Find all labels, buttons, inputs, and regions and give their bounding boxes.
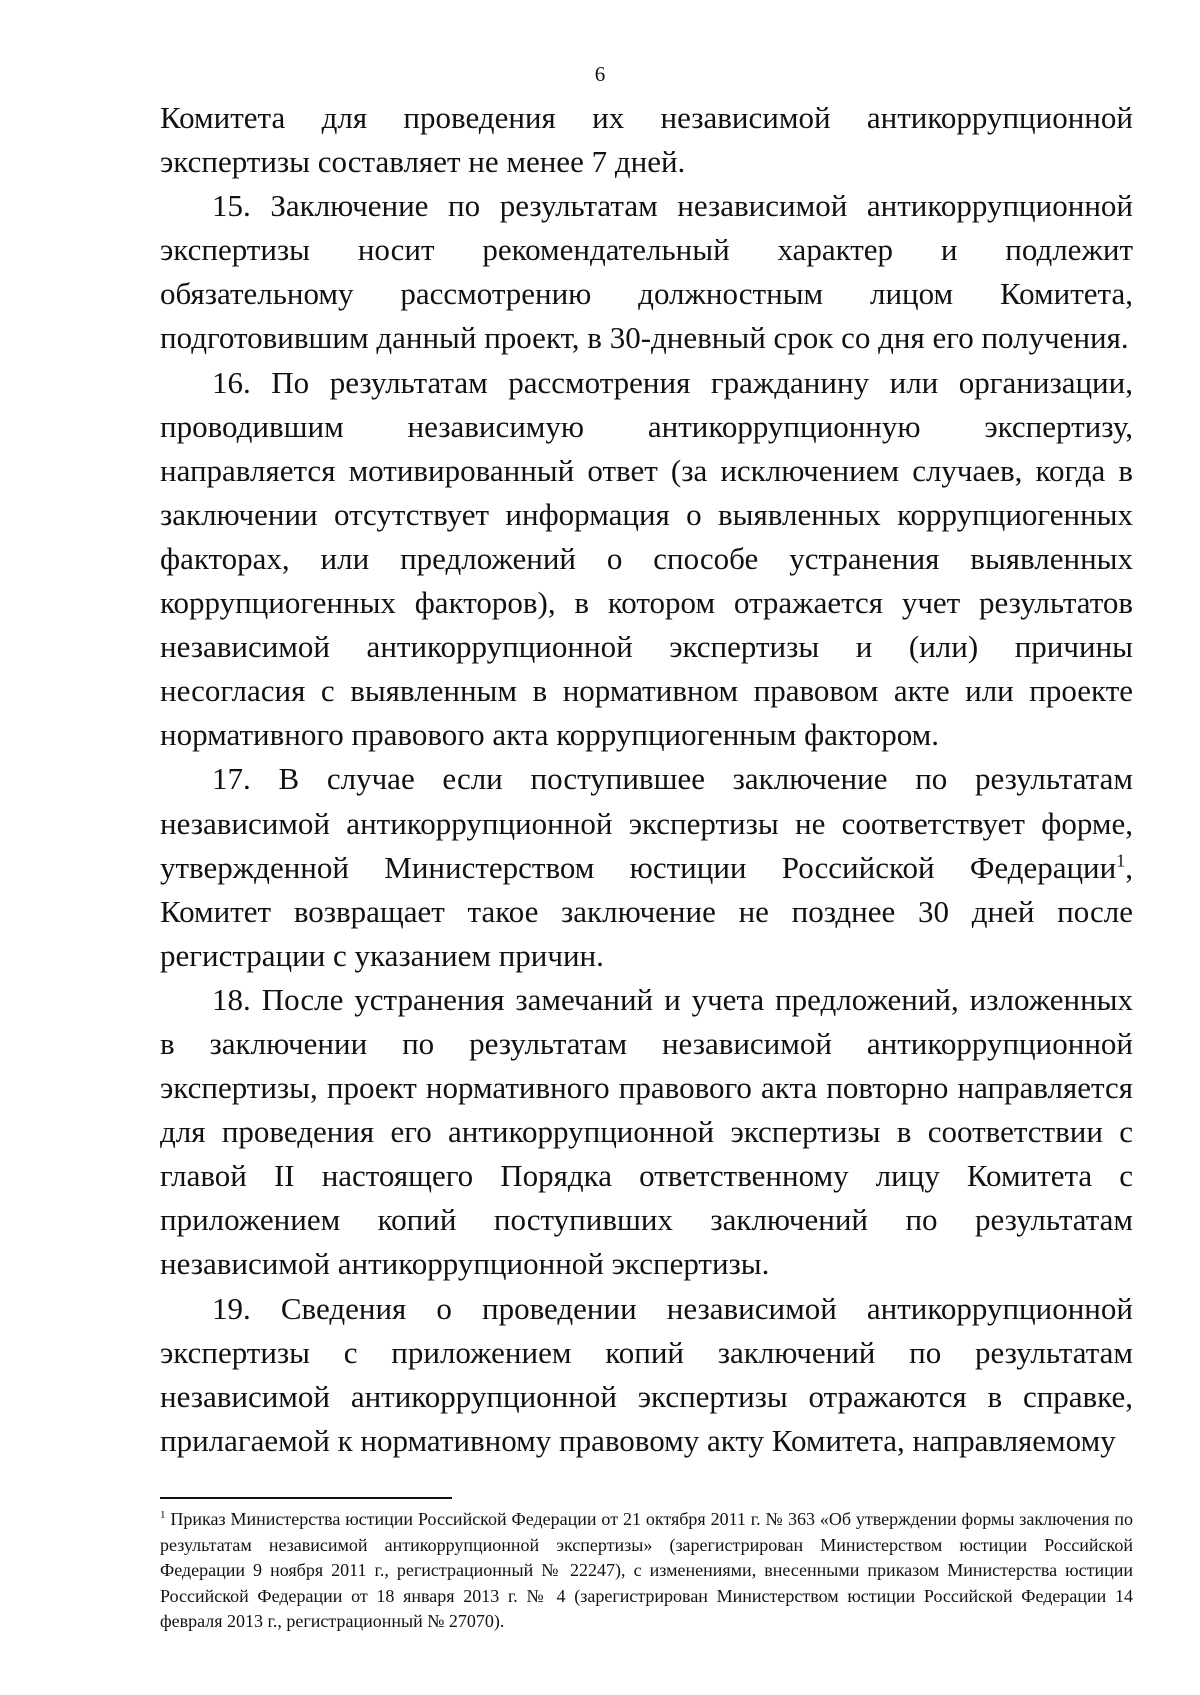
paragraph-17-text-before-ref: 17. В случае если поступившее заключение по результатам независимой антикоррупционной экспертизы не соответствует форме, утвержденной Министерством юстиции Российской Федерации [160,761,1133,885]
paragraph-18: 18. После устранения замечаний и учета предложений, изложенных в заключении по результатам независимой антикоррупционной экспертизы, проект нормативного правового акта повторно направляется для проведения его антикоррупционной экспертизы в соответствии с главой II настоящего Порядка ответственному лицу Комитета с приложением копий поступивших заключений по результатам независимой антикоррупционной экспертизы. [160,981,1133,1282]
paragraph-19: 19. Сведения о проведении независимой антикоррупционной экспертизы с приложением копий заключений по результатам независимой антикоррупционной экспертизы отражаются в справке, прилагаемой к нормативному правовому акту Комитета, направляемому [160,1290,1133,1458]
footnote-separator [160,1497,452,1499]
paragraph-15: 15. Заключение по результатам независимой антикоррупционной экспертизы носит рекомендательный характер и подлежит обязательному рассмотрению должностным лицом Комитета, подготовившим данный проект, в 30-дневный срок со дня его получения. [160,188,1133,356]
paragraph-14-continuation: Комитета для проведения их независимой антикоррупционной экспертизы составляет не менее 7 дней. [160,100,1133,180]
footnote-reference: 1 [1116,850,1126,871]
footnote-text: Приказ Министерства юстиции Российской Федерации от 21 октября 2011 г. № 363 «Об утверждении формы заключения по результатам независимой антикоррупционной экспертизы» (зарегистрирован Министерством юстиции Российской Федерации 9 ноября 2011 г., регистрационный № 22247), с изменениями, внесенными приказом Министерства юстиции Российской Федерации от 18 января 2013 г. № 4 (зарегистрирован Министерством юстиции Российской Федерации 14 февраля 2013 г., регистрационный № 27070). [160,1509,1133,1631]
paragraph-17 [160,757,1133,977]
body-text [160,96,1133,1463]
footnote-marker: 1 [160,1509,166,1521]
footnote [160,1507,1133,1635]
paragraph-17-text-after-ref: , Комитет возвращает такое заключение не позднее 30 дней после регистрации с указанием причин. [160,849,1133,973]
paragraph-16: 16. По результатам рассмотрения гражданину или организации, проводившим независимую антикоррупционную экспертизу, направляется мотивированный ответ (за исключением случаев, когда в заключении отсутствует информация о выявленных коррупциогенных факторах, или предложений о способе устранения выявленных коррупциогенных факторов), в котором отражается учет результатов независимой антикоррупционной экспертизы и (или) причины несогласия с выявленным в нормативном правовом акте или проекте нормативного правового акта коррупциогенным фактором. [160,364,1133,753]
page-number: 6 [594,62,606,86]
